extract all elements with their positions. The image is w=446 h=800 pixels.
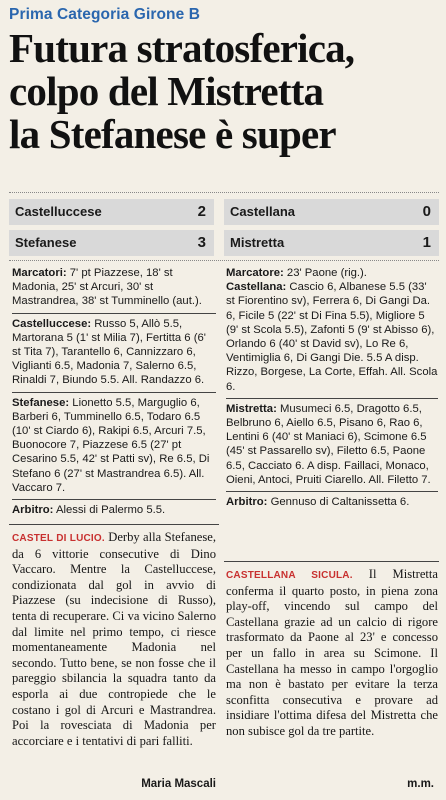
match1-scorers: Marcatori: 7' pt Piazzese, 18' st Madonia, 25' st Arcuri, 30' st Mastrandrea, 38' st Tumminello (aut.).	[12, 267, 202, 308]
story1-body	[12, 530, 216, 749]
match2-away-row	[224, 230, 439, 256]
match2-away-team: Mistretta	[230, 235, 285, 250]
headline-line-1: Futura stratosferica,	[9, 25, 355, 71]
match1-away-goals: 3	[197, 234, 206, 251]
match2-away-goals: 1	[422, 234, 431, 251]
match1-home-team: Castelluccese	[15, 204, 102, 219]
match2-details	[226, 266, 438, 509]
match2-referee: Arbitro: Gennuso di Caltanissetta 6.	[226, 496, 410, 509]
match1-referee: Arbitro: Alessi di Palermo 5.5.	[12, 504, 166, 517]
story2-text: Il Mistretta conferma il quarto posto, in piena zona play-off, vincendo sul campo del Castellana grazie ad un calcio di rigore trasformato da Paone al 23' e concesso per un fallo in area su Scimone. Il Castellana ha messo in campo l'orgoglio ma non è bastato per evitare la terza sconfitta consecutiva e provare ad insidiare l'ottima difesa del Mistretta che non subisce gol da tre partite.	[226, 567, 439, 738]
separator	[226, 398, 438, 399]
headline	[9, 27, 437, 156]
story2-byline: m.m.	[407, 778, 434, 790]
separator	[12, 392, 216, 393]
match2-away-lineup: Mistretta: Musumeci 6.5, Dragotto 6.5, Belbruno 6, Aiello 6.5, Pisano 6, Rao 6, Lentini 6 (40' st Maniaci 6), Scimone 6.5 (45' st Passarello sv), Filetto 6.5, Paone 6.5, Cacciato 6. A disp. Faillaci, Monaco, Oieni, Antoci, Pruiti Ciarello. All. Filetto 7.	[226, 402, 431, 486]
story1-place: CASTEL DI LUCIO.	[12, 533, 105, 544]
match1-away-row	[9, 230, 214, 256]
match1-home-lineup: Castelluccese: Russo 5, Allò 5.5, Martorana 5 (1' st Milia 7), Fertitta 6 (6' st Tita 7), Tarantello 6, Cannizzaro 6, Viglianti 6.5, Madonia 7, Salerno 6.5, Rinaldi 7, Biundo 5.5. All. Randazzo 6.	[12, 317, 206, 387]
match1-home-goals: 2	[197, 203, 206, 220]
match2-home-goals: 0	[422, 203, 431, 220]
match1-home-row	[9, 199, 214, 225]
section-kicker: Prima Categoria Girone B	[9, 6, 201, 23]
headline-line-2: colpo del Mistretta	[9, 68, 324, 114]
separator	[12, 499, 216, 500]
story1-text: Derby alla Stefanese, da 6 vittorie consecutive di Dino Vaccaro. Mentre la Castelluccese, condizionata dal gol in avvio di Piazzese (su indecisione di Russo), tenta di recuperare. Ci va vicino Salerno dal limite nel primo tempo, ci riesce momentaneamente Madonia nel secondo. Tutto bene, se non fosse che il pareggio sbilancia la squadra tanto da esporla ai due contropiede che le costano i gol di Arcuri e Mastrandrea. Poi la rovesciata di Madonia per accorciare e i tentativi di pari falliti.	[12, 530, 216, 748]
bottom-divider	[9, 260, 439, 261]
story2-place: CASTELLANA SICULA.	[226, 570, 353, 581]
headline-line-3: la Stefanese è super	[9, 111, 336, 157]
story1-byline: Maria Mascali	[141, 778, 216, 790]
story2-divider	[224, 561, 439, 562]
separator	[226, 491, 438, 492]
story2-body	[226, 567, 438, 740]
top-divider	[9, 192, 439, 193]
match1-details	[12, 266, 216, 517]
match2-home-team: Castellana	[230, 204, 296, 219]
separator	[12, 313, 216, 314]
match2-home-lineup: Castellana: Cascio 6, Albanese 5.5 (33' st Fiorentino sv), Ferrera 6, Di Gangi Da. 6, Ficile 5 (22' st Di Fina 5.5), Migliore 5 (9' st Scola 5.5), Zafonti 5 (9' st Abisso 6), Orlando 6 (40' st David sv), Lo Re 6, Ventimiglia 6, Di Gangi Die. 5.5 A disp. Rizzo, Borgese, La Corte, Effah. All. Scola 6.	[226, 281, 438, 393]
match2-home-row	[224, 199, 439, 225]
match2-scorers: Marcatore: 23' Paone (rig.).	[226, 267, 367, 279]
match1-away-lineup: Stefanese: Lionetto 5.5, Margugliо 6, Barberi 6, Tumminello 6.5, Todaro 6.5 (10' st Ciardo 6), Rakipi 6.5, Arcuri 7.5, Buonocore 7, Piazzese 6.5 (27' pt Cesarino 5.5, 42' st Patti sv), Re 6.5, Di Stefano 6 (27' st Mastrandrea 6.5). All. Vaccaro 7.	[12, 396, 210, 494]
story1-divider	[9, 524, 219, 525]
match1-away-team: Stefanese	[15, 235, 77, 250]
